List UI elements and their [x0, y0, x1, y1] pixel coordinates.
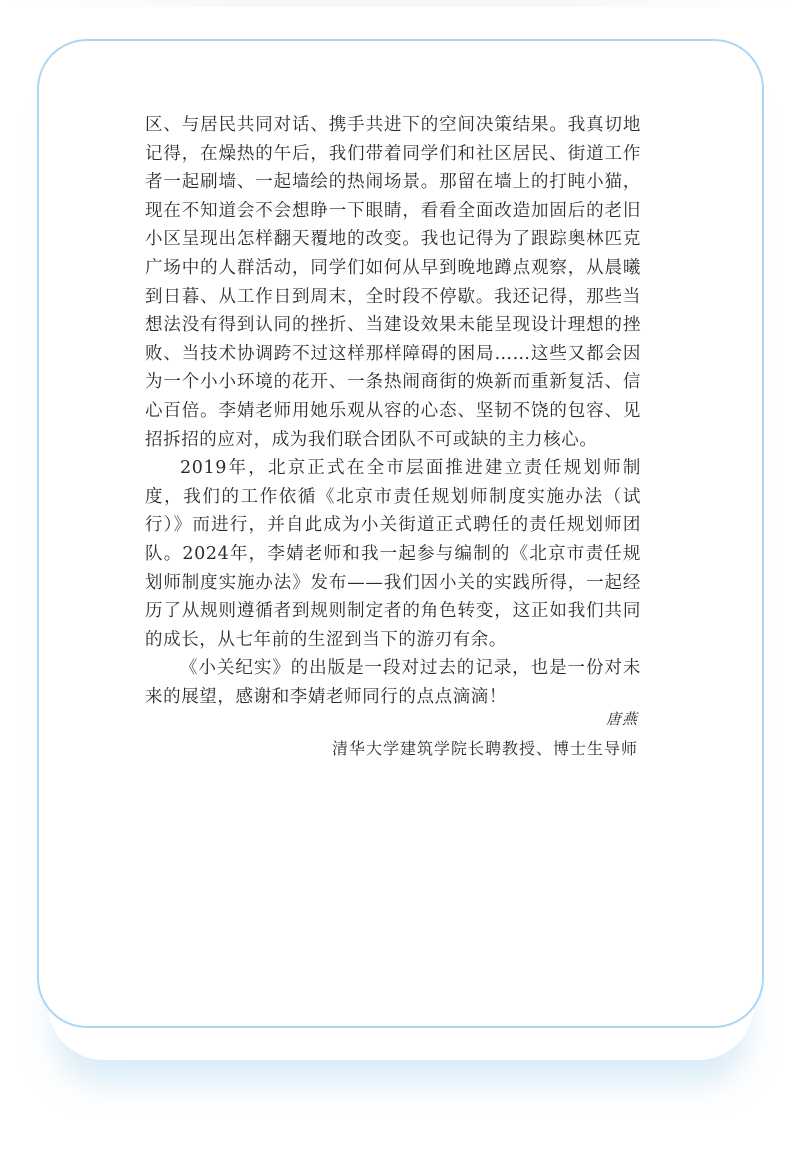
top-background-band	[0, 0, 800, 7]
author-title: 清华大学建筑学院长聘教授、博士生导师	[331, 739, 638, 758]
paragraph-3: 《小关纪实》的出版是一段对过去的记录，也是一份对未来的展望，感谢和李婧老师同行的点点滴滴！	[145, 658, 641, 707]
paragraph-2: 2019年，北京正式在全市层面推进建立责任规划师制度，我们的工作依循《北京市责任规划师制度实施办法（试行）》而进行，并自此成为小关街道正式聘任的责任规划师团队。2024年，李婧老师和我一起参与编制的《北京市责任规划师制度实施办法》发布——我们因小关的实践所得，一起经历了从规则遵循者到规则制定者的角色转变，这正如我们共同的成长，从七年前的生涩到当下的游刃有余。	[145, 458, 641, 650]
signature-block	[332, 704, 638, 764]
paragraph-1: 区、与居民共同对话、携手共进下的空间决策结果。我真切地记得，在燥热的午后，我们带着同学们和社区居民、街道工作者一起刷墙、一起墙绘的热闹场景。那留在墙上的打盹小猫，现在不知道会不会想睁一下眼睛，看看全面改造加固后的老旧小区呈现出怎样翻天覆地的改变。我也记得为了跟踪奥林匹克广场中的人群活动，同学们如何从早到晚地蹲点观察，从晨曦到日暮、从工作日到周末，全时段不停歇。我还记得，那些当想法没有得到认同的挫折、当建设效果未能呈现设计理想的挫败、当技术协调跨不过这样那样障碍的困局……这些又都会因为一个小小环境的花开、一条热闹商街的焕新而重新复活、信心百倍。李婧老师用她乐观从容的心态、坚韧不饶的包容、见招拆招的应对，成为我们联合团队不可或缺的主力核心。	[145, 115, 641, 450]
article-body	[145, 111, 641, 711]
author-name: 唐燕	[605, 710, 638, 728]
